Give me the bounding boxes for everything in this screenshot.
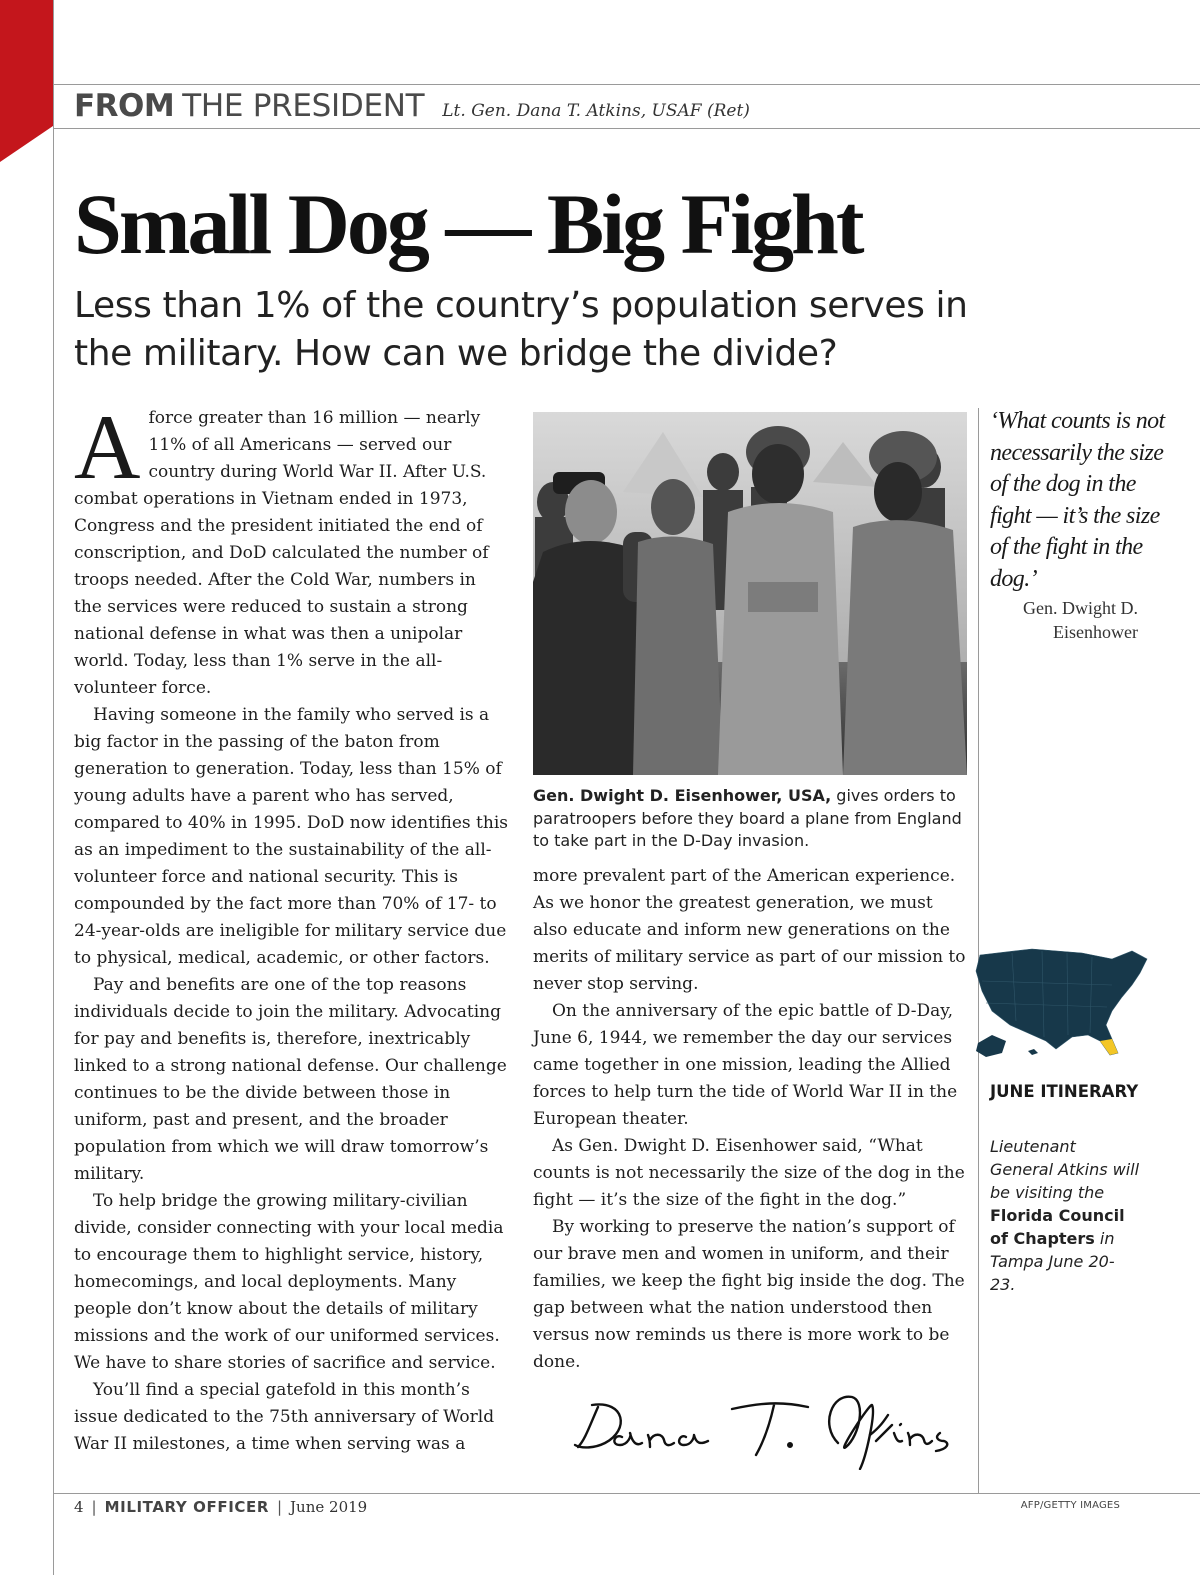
top-rule [53,84,1200,85]
paragraph-2: Having someone in the family who served is a big factor in the passing of the baton from generation to generation. Today, less than 15% of young adults have a parent who has served, compared to 40% in 1995. DoD now identifies this as an impediment to the sustainability of the all-volunteer force and national security. This is compounded by the fact more than 70% of 17- to 24-year-olds are ineligible for military service due to physical, medical, academic, or other factors. [74,705,508,968]
caption-text: gives orders to paratroopers before they board a plane from England to take part in the D-Day invasion. [533,786,962,850]
paragraph-1-text: force greater than 16 million — nearly 11% of all Americans — served our country during World War II. After U.S. combat operations in Vietnam ended in 1973, Congress and the president initiated the end of conscription, and DoD calculated the number of troops needed. After the Cold War, numbers in the services were reduced to sustain a strong national defense in what was then a unipolar world. Today, less than 1% serve in the all-volunteer force. [74,408,489,698]
itinerary-text-after: in Tampa June 20-23. [990,1229,1115,1294]
photo-credit: AFP/GETTY IMAGES [1020,1500,1120,1511]
paragraph-5: You’ll find a special gatefold in this month’s issue dedicated to the 75th anniversary of World War II milestones, a time when serving was a [74,1380,495,1454]
author-byline: Lt. Gen. Dana T. Atkins, USAF (Ret) [442,101,750,121]
article-deck: Less than 1% of the country’s population serves in the military. How can we bridge the divide? [74,285,968,374]
magazine-name: MILITARY OFFICER [104,1498,269,1516]
paragraph-3: Pay and benefits are one of the top reasons individuals decide to join the military. Advocating for pay and benefits is, therefore, inextricably linked to a strong national defense. Our challenge continues to be the divide between those in uniform, past and present, and the broader population from which we will draw tomorrow’s military. [74,975,507,1184]
footer-rule [53,1493,1200,1494]
pull-quote: ‘What counts is not necessarily the size of the dog in the fight — it’s the size of the fight in the dog.’ [990,408,1165,592]
article-column-1 [74,396,508,1458]
paragraph-7: On the anniversary of the epic battle of D-Day, June 6, 1944, we remember the day our services came together in one mission, leading the Allied forces to help turn the tide of World War II in the European theater. [533,1001,958,1129]
eisenhower-photo [533,412,967,775]
itinerary-title: JUNE ITINERARY [990,1082,1139,1101]
footer-separator: | [276,1498,283,1516]
red-corner-tab [0,0,53,162]
page-number: 4 [74,1498,84,1516]
paragraph-8: As Gen. Dwight D. Eisenhower said, “What counts is not necessarily the size of the dog in the fight — it’s the size of the fight in the dog.” [533,1136,965,1210]
paragraph-4: To help bridge the growing military-civilian divide, consider connecting with your local media to encourage them to highlight service, history, homecomings, and local deployments. Many people don’t know about the details of military missions and the work of our uniformed services. We have to share stories of sacrifice and service. [74,1191,504,1373]
pull-quote-attribution: Gen. Dwight D. Eisenhower [1023,598,1138,642]
section-label-light: THE PRESIDENT [182,88,425,124]
paragraph-6: more prevalent part of the American experience. As we honor the greatest generation, we must also educate and inform new generations on the merits of military service as part of our mission to never stop serving. [533,866,966,994]
us-map-icon [972,945,1152,1063]
photo-caption [533,785,969,853]
left-margin-rule [53,0,54,1575]
header-rule [53,128,1200,129]
itinerary-event: Florida Council of Chapters [990,1206,1125,1248]
section-label-bold: FROM [74,88,175,124]
article-headline: Small Dog — Big Fight [74,176,862,272]
caption-subject: Gen. Dwight D. Eisenhower, USA, [533,786,832,805]
paragraph-9: By working to preserve the nation’s support of our brave men and women in uniform, and their families, we keep the fight big inside the dog. The gap between what the nation understood then versus now reminds us there is more work to be done. [533,1217,965,1372]
drop-cap: A [74,396,141,498]
paragraph-1 [74,396,508,702]
footer-separator: | [91,1498,97,1516]
issue-date: June 2019 [290,1498,368,1516]
article-column-2 [533,863,969,1376]
itinerary-body [990,1135,1140,1296]
section-header [74,88,750,126]
signature [570,1385,970,1470]
page-footer [74,1497,367,1517]
itinerary-text-before: Lieutenant General Atkins will be visiting the [990,1137,1140,1202]
photo-illustration [533,412,967,775]
